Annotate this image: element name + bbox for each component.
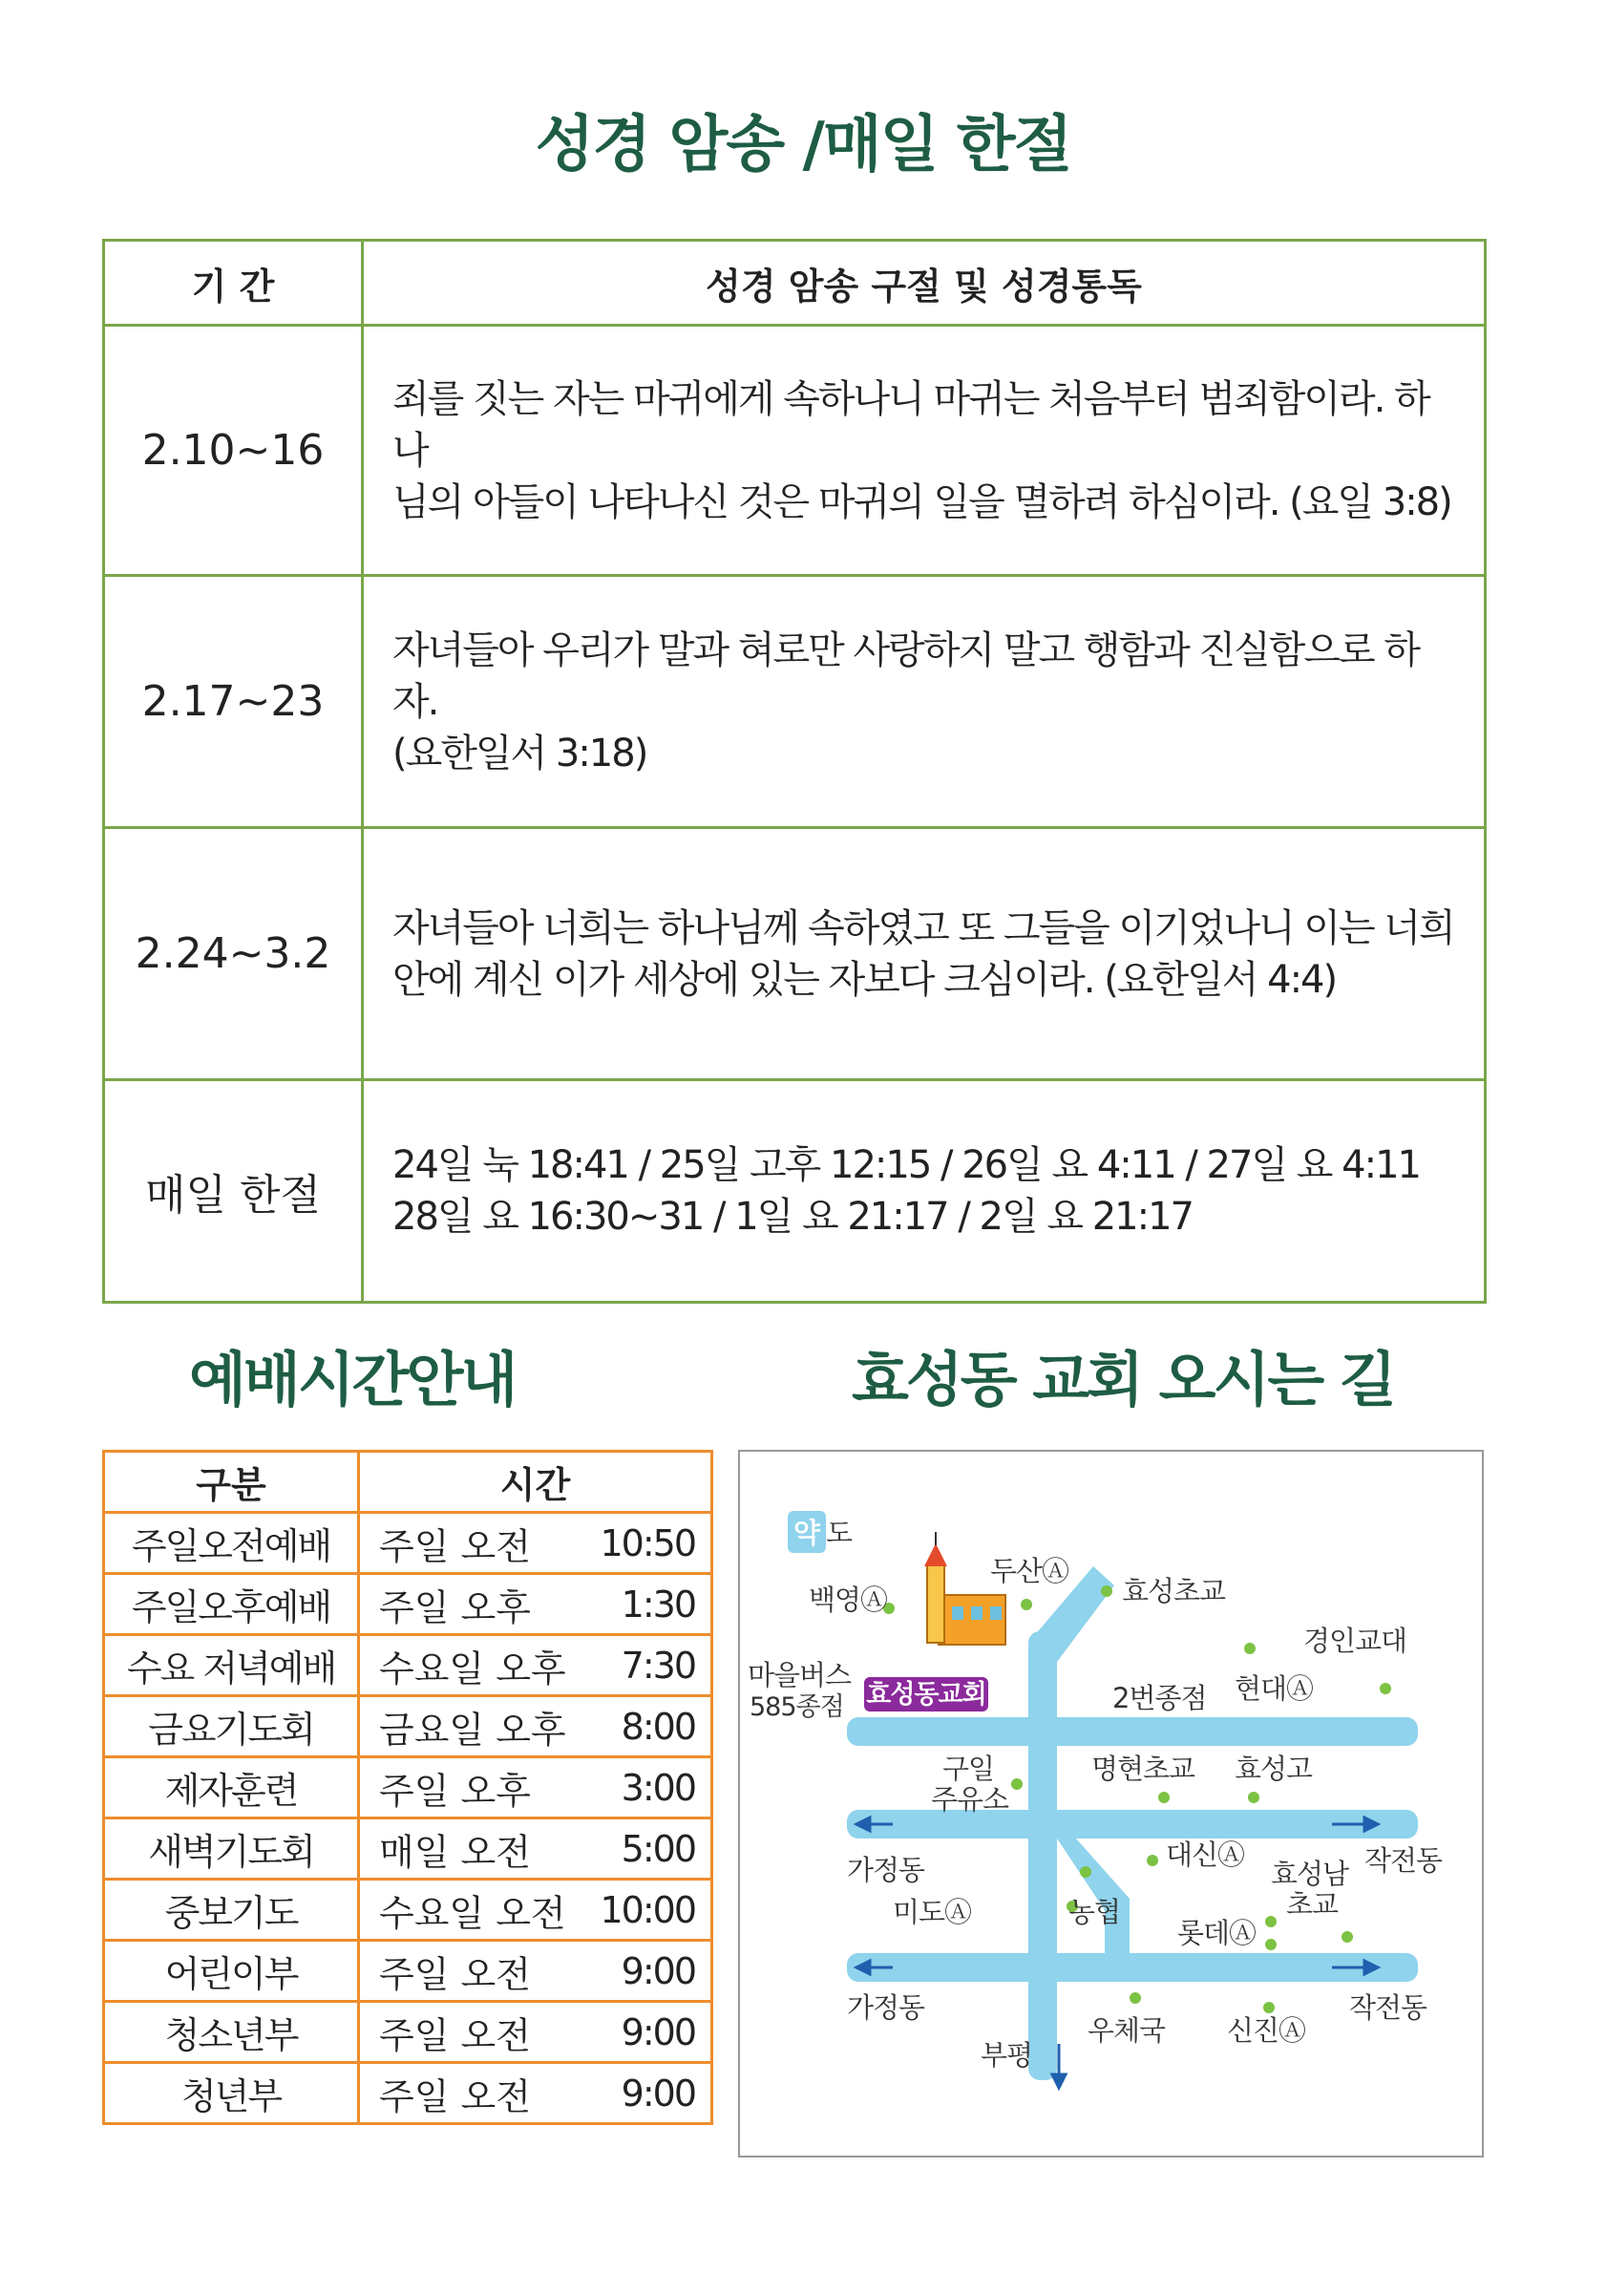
service-name: 새벽기도회 — [104, 1818, 359, 1880]
period-header: 기 간 — [104, 241, 363, 326]
service-day: 주일 오후 — [379, 1770, 531, 1812]
service-name: 금요기도회 — [104, 1696, 359, 1757]
verse-row — [104, 576, 1486, 828]
map-label: 구일 — [942, 1753, 995, 1785]
service-day: 금요일 오후 — [379, 1709, 566, 1751]
church-icon — [864, 1532, 1005, 1711]
worship-row — [104, 1818, 712, 1880]
worship-row — [104, 2063, 712, 2124]
map-label: 신진Ⓐ — [1227, 2014, 1306, 2047]
worship-row — [104, 2002, 712, 2063]
service-day: 주일 오전 — [379, 1525, 531, 1567]
service-time-cell — [359, 1941, 712, 2002]
category-header: 구분 — [104, 1452, 359, 1513]
service-time-cell — [359, 1696, 712, 1757]
map-label: 작전동 — [1364, 1844, 1443, 1877]
service-time: 9:00 — [621, 2010, 695, 2053]
worship-title: 예배시간안내 — [189, 1345, 516, 1414]
service-time-cell — [359, 1574, 712, 1635]
church-label: 효성동교회 — [866, 1680, 986, 1710]
service-time-cell — [359, 1513, 712, 1574]
map-label: 현대Ⓐ — [1235, 1672, 1314, 1705]
worship-row — [104, 1941, 712, 2002]
service-name: 청년부 — [104, 2063, 359, 2124]
service-time-cell — [359, 1635, 712, 1696]
verse-line: 님의 아들이 나타나신 것은 마귀의 일을 멸하려 하심이라. (요일 3:8) — [392, 479, 1451, 524]
verse-text — [363, 326, 1486, 576]
map-label: 농협 — [1068, 1896, 1121, 1928]
service-name: 수요 저녁예배 — [104, 1635, 359, 1696]
verse-header: 성경 암송 구절 및 성경통독 — [363, 241, 1486, 326]
service-time-cell — [359, 1757, 712, 1818]
service-name: 주일오후예배 — [104, 1574, 359, 1635]
verse-line: (요한일서 3:18) — [392, 731, 647, 776]
service-day: 주일 오전 — [379, 2075, 531, 2117]
map-label: 작전동 — [1349, 1991, 1427, 2024]
verse-table-header — [104, 241, 1486, 326]
service-time-cell — [359, 1880, 712, 1941]
map-label: 효성고 — [1235, 1753, 1313, 1785]
map-label: 두산Ⓐ — [990, 1555, 1069, 1587]
map-label: 부평 — [981, 2039, 1033, 2072]
verse-text — [363, 1080, 1486, 1303]
verse-row — [104, 1080, 1486, 1303]
verse-period: 2.10~16 — [104, 326, 363, 576]
pharmacy-char: 약 — [793, 1517, 820, 1549]
page-title: 성경 암송 /매일 한절 — [535, 110, 1071, 181]
service-time-cell — [359, 2002, 712, 2063]
service-name: 제자훈련 — [104, 1757, 359, 1818]
service-name: 주일오전예배 — [104, 1513, 359, 1574]
worship-table — [102, 1450, 713, 2125]
verse-line: 자녀들아 너희는 하나님께 속하였고 또 그들을 이기었나니 이는 너희 — [392, 905, 1454, 950]
service-time-cell — [359, 1818, 712, 1880]
pharmacy-icon — [788, 1511, 853, 1553]
service-day: 주일 오후 — [379, 1586, 531, 1628]
map-label: 미도Ⓐ — [893, 1896, 972, 1928]
service-time: 10:00 — [600, 1888, 695, 1931]
service-time: 8:00 — [621, 1705, 695, 1748]
service-name: 어린이부 — [104, 1941, 359, 2002]
worship-row — [104, 1635, 712, 1696]
service-name: 중보기도 — [104, 1880, 359, 1941]
map-label: 대신Ⓐ — [1166, 1839, 1245, 1871]
verse-line: 안에 계신 이가 세상에 있는 자보다 크심이라. (요한일서 4:4) — [392, 957, 1337, 1002]
directions-map — [738, 1450, 1484, 2158]
map-label: 효성남 — [1271, 1858, 1349, 1890]
time-header: 시간 — [359, 1452, 712, 1513]
map-drawing — [740, 1452, 1482, 2156]
directions-title: 효성동 교회 오시는 길 — [852, 1345, 1394, 1414]
worship-row — [104, 1757, 712, 1818]
worship-row — [104, 1880, 712, 1941]
service-time: 5:00 — [621, 1827, 695, 1870]
map-label: 마을버스 — [748, 1659, 852, 1691]
map-label: 경인교대 — [1303, 1625, 1407, 1657]
worship-row — [104, 1696, 712, 1757]
map-label: 초교 — [1286, 1888, 1339, 1921]
map-label: 명현초교 — [1091, 1753, 1195, 1785]
map-label: 2번종점 — [1112, 1682, 1207, 1714]
pharmacy-label: 도 — [826, 1517, 853, 1549]
map-label: 주유소 — [931, 1783, 1009, 1816]
map-label: 롯데Ⓐ — [1177, 1917, 1257, 1949]
worship-header-row — [104, 1452, 712, 1513]
service-time-cell — [359, 2063, 712, 2124]
service-time: 9:00 — [621, 1949, 695, 1992]
verse-table — [102, 239, 1487, 1304]
verse-line: 28일 요 16:30~31 / 1일 요 21:17 / 2일 요 21:17 — [392, 1195, 1193, 1239]
service-day: 수요일 오전 — [379, 1892, 566, 1934]
map-label: 효성초교 — [1122, 1575, 1226, 1607]
verse-line: 자녀들아 우리가 말과 혀로만 사랑하지 말고 행함과 진실함으로 하자. — [392, 627, 1419, 724]
map-label: 우체국 — [1088, 2014, 1166, 2047]
map-label: 가정동 — [847, 1991, 925, 2024]
map-label: 585종점 — [750, 1692, 844, 1722]
service-time: 10:50 — [600, 1521, 695, 1564]
verse-row — [104, 326, 1486, 576]
service-day: 매일 오전 — [379, 1831, 531, 1873]
worship-row — [104, 1574, 712, 1635]
service-day: 수요일 오후 — [379, 1648, 566, 1690]
worship-row — [104, 1513, 712, 1574]
verse-period: 2.24~3.2 — [104, 828, 363, 1080]
service-day: 주일 오전 — [379, 1953, 531, 1995]
verse-row — [104, 828, 1486, 1080]
service-time: 1:30 — [621, 1583, 695, 1626]
service-name: 청소년부 — [104, 2002, 359, 2063]
verse-line: 24일 눅 18:41 / 25일 고후 12:15 / 26일 요 4:11 / 27일 요 4:11 — [392, 1143, 1420, 1187]
map-label: 백영Ⓐ — [809, 1584, 888, 1616]
service-time: 3:00 — [621, 1766, 695, 1809]
verse-period: 2.17~23 — [104, 576, 363, 828]
verse-text — [363, 828, 1486, 1080]
verse-text — [363, 576, 1486, 828]
verse-line: 죄를 짓는 자는 마귀에게 속하나니 마귀는 처음부터 범죄함이라. 하나 — [392, 376, 1429, 473]
service-day: 주일 오전 — [379, 2014, 531, 2056]
service-time: 9:00 — [621, 2072, 695, 2115]
verse-period: 매일 한절 — [104, 1080, 363, 1303]
service-time: 7:30 — [621, 1644, 695, 1687]
map-label: 가정동 — [847, 1854, 925, 1886]
